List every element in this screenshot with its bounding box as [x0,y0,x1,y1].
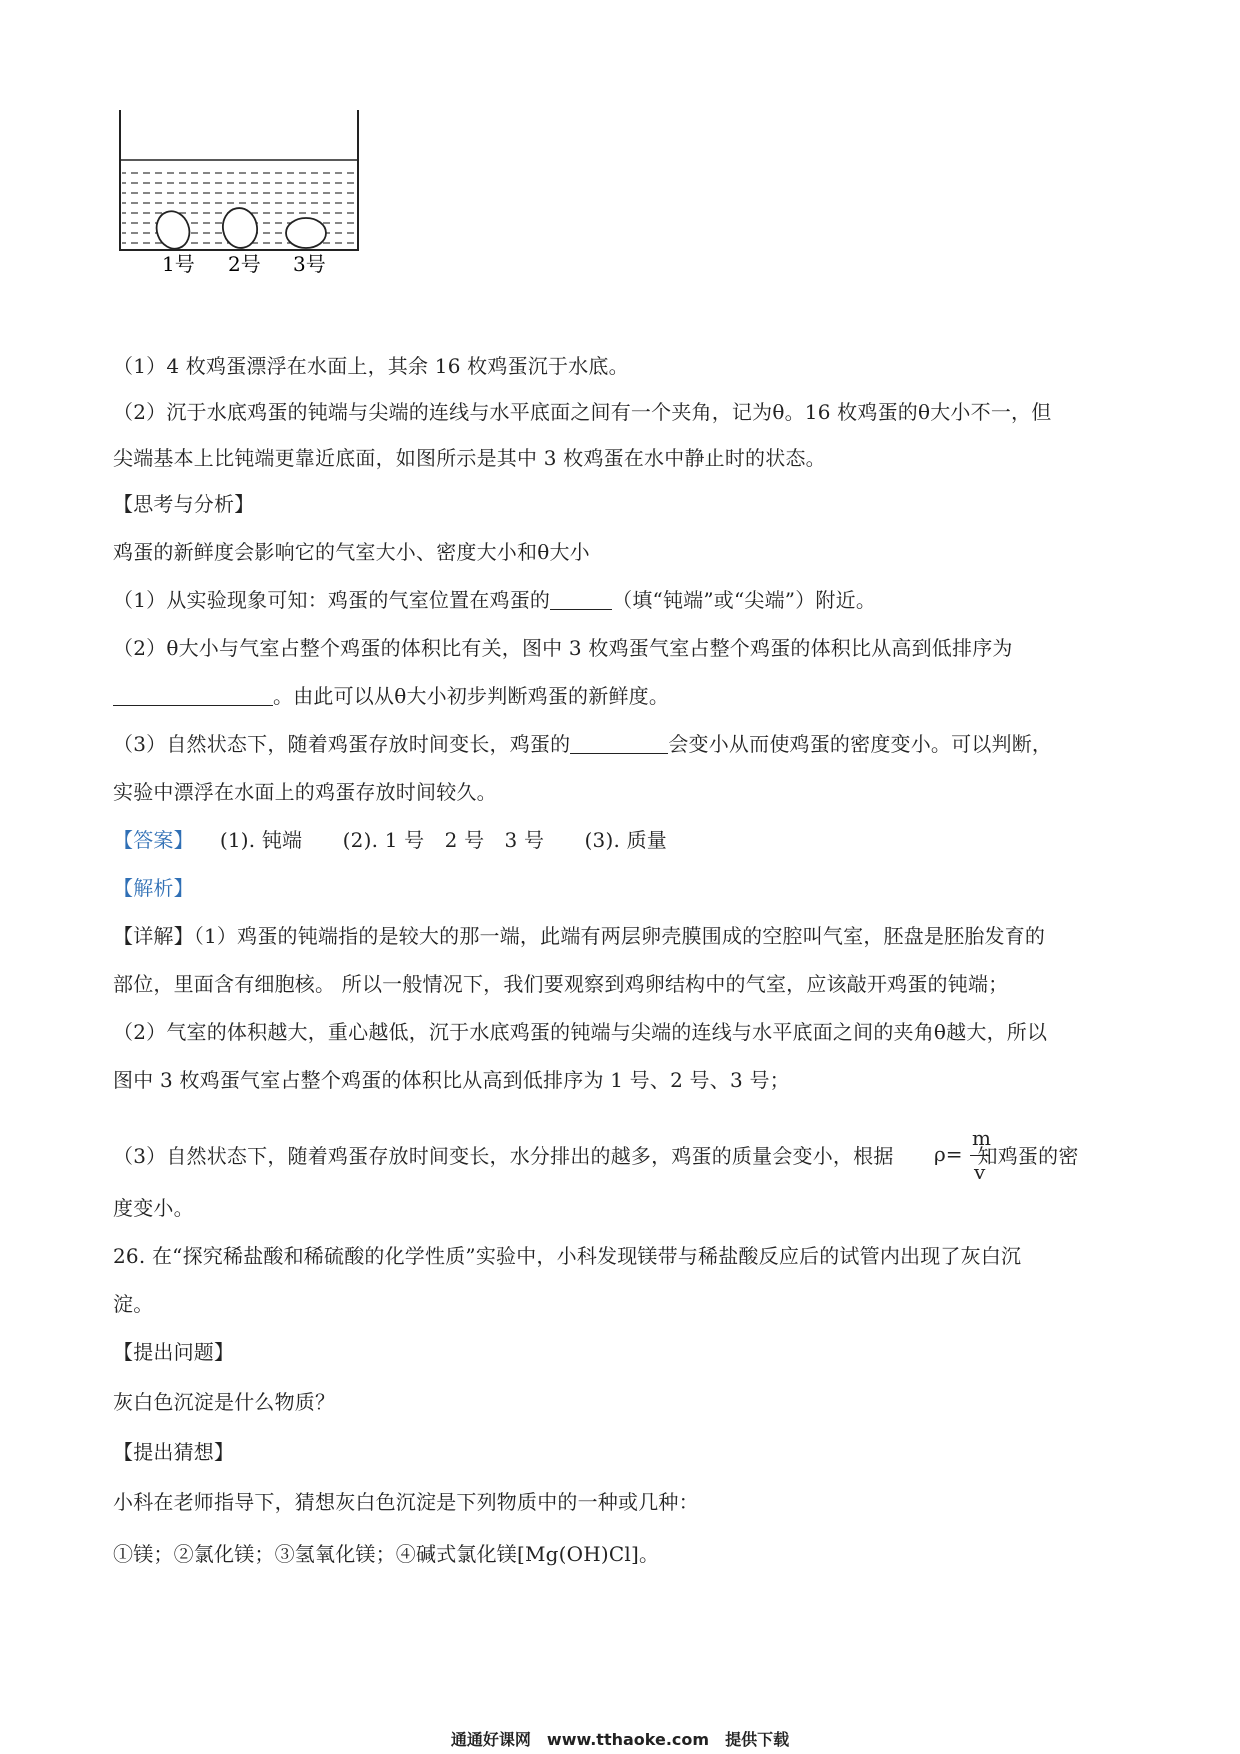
question-line [113,682,669,710]
formula-numerator: m [972,1126,991,1150]
section-heading: 【提出猜想】 [113,1440,235,1464]
text-line: （2）θ大小与气室占整个鸡蛋的体积比有关，图中 3 枚鸡蛋气室占整个鸡蛋的体积比从高到低排序为 [113,636,1013,660]
answer-text: (1). 钝端 (2). 1 号 2 号 3 号 (3). 质量 [219,828,667,852]
answer-line [113,826,667,854]
text-segment: 知鸡蛋的密 [977,1144,1079,1168]
egg-label-1: 1号 [162,252,195,276]
text-segment: （填“钝端”或“尖端”）附近。 [612,588,877,612]
footer-watermark: 通通好课网 www.tthaoke.com 提供下载 [450,1730,790,1749]
section-heading: 【提出问题】 [113,1340,235,1364]
section-heading: 【思考与分析】 [113,492,255,516]
text-segment: （3）自然状态下，随着鸡蛋存放时间变长，鸡蛋的 [113,732,571,756]
egg-label-2: 2号 [228,252,261,276]
text-line: 小科在老师指导下，猜想灰白色沉淀是下列物质中的一种或几种： [113,1490,699,1514]
text-line: 淀。 [113,1292,154,1316]
density-formula [934,1126,994,1186]
text-segment: （1）从实验现象可知：鸡蛋的气室位置在鸡蛋的 [113,588,551,612]
answer-blank [570,733,668,754]
egg-label-3: 3号 [293,252,326,276]
text-line: 图中 3 枚鸡蛋气室占整个鸡蛋的体积比从高到低排序为 1 号、2 号、3 号； [113,1068,790,1092]
text-line: （2）气室的体积越大，重心越低，沉于水底鸡蛋的钝端与尖端的连线与水平底面之间的夹角θ越大，所以 [113,1020,1048,1044]
text-line: 实验中漂浮在水面上的鸡蛋存放时间较久。 [113,780,497,804]
answer-tag: 【答案】 [113,828,194,852]
text-line: 【详解】（1）鸡蛋的钝端指的是较大的那一端，此端有两层卵壳膜围成的空腔叫气室，胚盘是胚胎发育的 [113,924,1046,948]
text-line: 尖端基本上比钝端更靠近底面，如图所示是其中 3 枚鸡蛋在水中静止时的状态。 [113,446,826,470]
text-line: 灰白色沉淀是什么物质？ [113,1390,336,1414]
text-segment: （3）自然状态下，随着鸡蛋存放时间变长，水分排出的越多，鸡蛋的质量会变小，根据 [113,1144,894,1168]
text-segment: 。由此可以从θ大小初步判断鸡蛋的新鲜度。 [273,684,670,708]
text-line: 鸡蛋的新鲜度会影响它的气室大小、密度大小和θ大小 [113,540,590,564]
analysis-tag: 【解析】 [113,876,194,900]
text-line: （2）沉于水底鸡蛋的钝端与尖端的连线与水平底面之间有一个夹角，记为θ。16 枚鸡蛋的θ大小不一，但 [113,400,1052,424]
formula-denominator: v [974,1160,986,1184]
answer-blank [550,589,612,610]
fraction-bar [970,1155,990,1156]
question-line [113,586,876,614]
question-title: 26. 在“探究稀盐酸和稀硫酸的化学性质”实验中，小科发现镁带与稀盐酸反应后的试管内出现了灰白沉 [113,1244,1022,1268]
text-segment: 会变小从而使鸡蛋的密度变小。可以判断， [668,732,1053,756]
answer-blank [113,685,273,706]
text-line: （1）4 枚鸡蛋漂浮在水面上，其余 16 枚鸡蛋沉于水底。 [113,354,629,378]
question-line [113,730,1052,758]
text-line: 度变小。 [113,1196,194,1220]
egg-3 [286,218,326,248]
text-line: ①镁；②氯化镁；③氢氧化镁；④碱式氯化镁[Mg(OH)Cl]。 [113,1542,660,1566]
formula-lhs: ρ= [934,1142,963,1166]
text-line: 部位，里面含有细胞核。 所以一般情况下，我们要观察到鸡卵结构中的气室，应该敲开鸡蛋的钝端； [113,972,1009,996]
beaker-egg-figure [118,108,378,278]
